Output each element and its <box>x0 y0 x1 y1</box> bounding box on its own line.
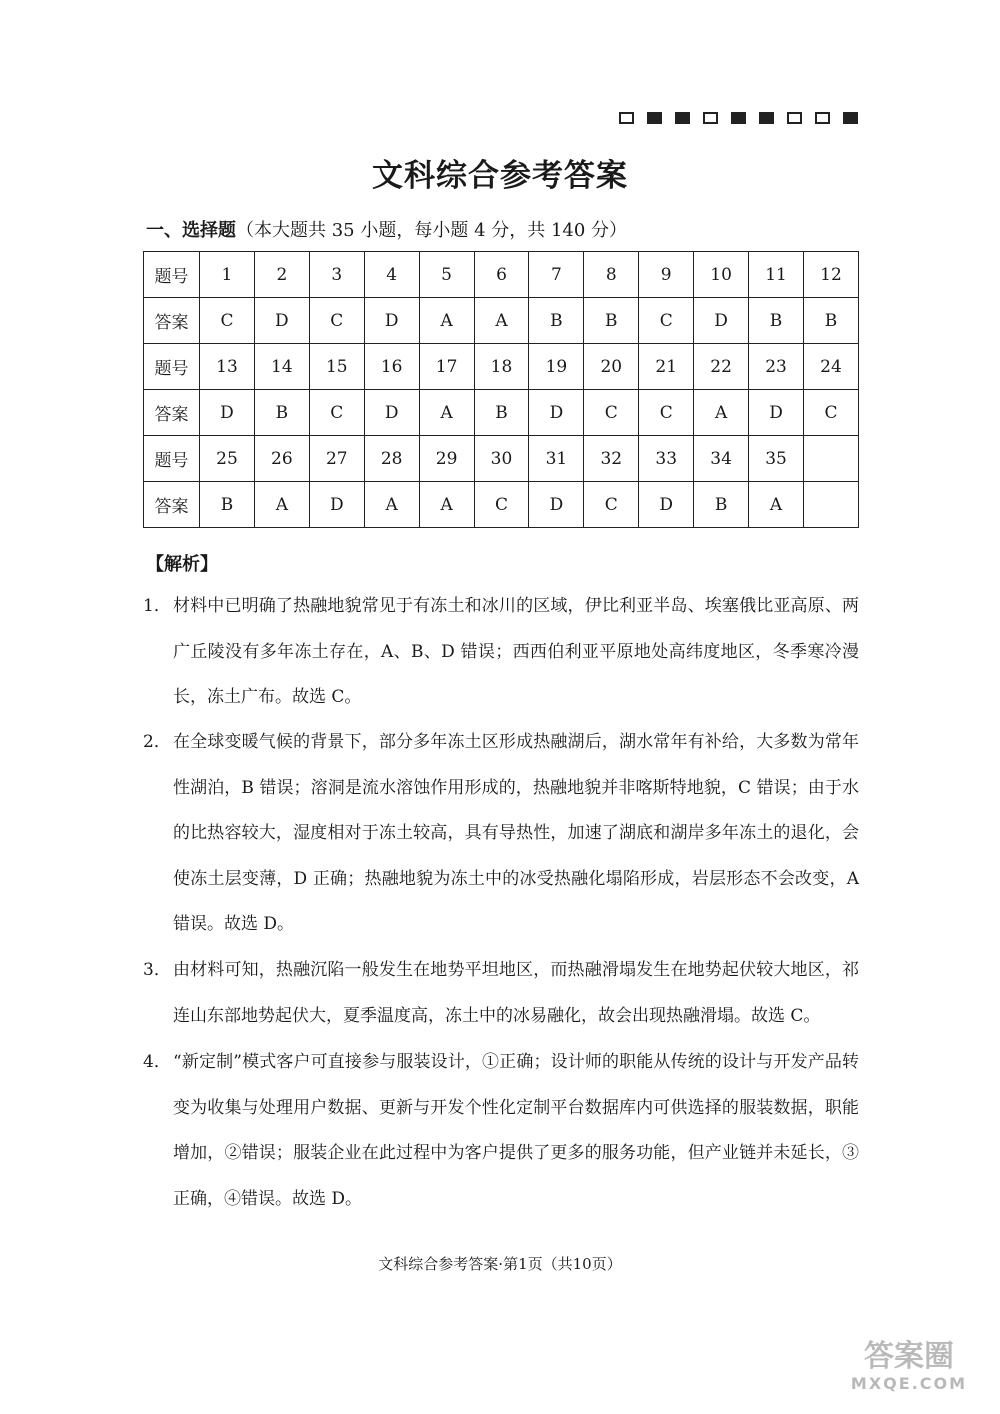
question-number-cell: 2 <box>254 252 309 298</box>
answer-cell: D <box>309 482 364 528</box>
empty-square-mark <box>815 112 830 124</box>
answer-cell: D <box>694 298 749 344</box>
filled-square-mark <box>843 112 858 124</box>
question-number-cell: 21 <box>639 344 694 390</box>
question-number-cell: 27 <box>309 436 364 482</box>
question-number-cell: 4 <box>364 252 419 298</box>
answer-cell: C <box>309 390 364 436</box>
analysis-heading: 【解析】 <box>146 554 218 575</box>
question-number-row <box>144 252 859 298</box>
question-number-cell: 16 <box>364 344 419 390</box>
question-number-row <box>144 436 859 482</box>
filled-square-mark <box>675 112 690 124</box>
filled-square-mark <box>647 112 662 124</box>
question-number-cell: 31 <box>529 436 584 482</box>
question-number-row <box>144 344 859 390</box>
answer-cell: A <box>749 482 804 528</box>
explanation-text: 在全球变暖气候的背景下，部分多年冻土区形成热融湖后，湖水常年有补给，大多数为常年性湖泊，B 错误；溶洞是流水溶蚀作用形成的，热融地貌并非喀斯特地貌，C 错误；由于水的比热容较大，湿度相对于冻土较高，具有导热性，加速了湖底和湖岸多年冻土的退化，会使冻土层变薄，D 正确；热融地貌为冻土中的冰受热融化塌陷形成，岩层形态不会改变，A 错误。故选 D。 <box>173 732 859 934</box>
explanation-number: 3． <box>143 960 171 980</box>
answer-cell: B <box>474 390 529 436</box>
question-number-cell: 23 <box>749 344 804 390</box>
row-label: 题号 <box>144 436 200 482</box>
question-number-cell: 18 <box>474 344 529 390</box>
question-number-cell: 9 <box>639 252 694 298</box>
question-number-cell: 26 <box>254 436 309 482</box>
answer-cell: C <box>584 390 639 436</box>
question-number-cell: 6 <box>474 252 529 298</box>
question-number-cell: 25 <box>200 436 255 482</box>
answer-cell: B <box>694 482 749 528</box>
question-number-cell: 15 <box>309 344 364 390</box>
row-label: 题号 <box>144 344 200 390</box>
question-number-cell: 22 <box>694 344 749 390</box>
question-number-cell: 32 <box>584 436 639 482</box>
answer-cell: B <box>529 298 584 344</box>
section-heading <box>146 216 627 242</box>
row-label: 答案 <box>144 390 200 436</box>
logo-text: 答案圈 <box>864 1339 954 1374</box>
section-heading-label: 一、选择题 <box>146 220 236 241</box>
question-number-cell: 28 <box>364 436 419 482</box>
code-boxes <box>619 112 858 124</box>
answer-cell: B <box>584 298 639 344</box>
question-number-cell: 13 <box>200 344 255 390</box>
answer-cell: D <box>529 482 584 528</box>
question-number-cell: 19 <box>529 344 584 390</box>
empty-square-mark <box>619 112 634 124</box>
answer-cell: A <box>254 482 309 528</box>
answer-cell: D <box>639 482 694 528</box>
answer-cell: B <box>749 298 804 344</box>
question-number-cell: 14 <box>254 344 309 390</box>
answer-cell: A <box>419 298 474 344</box>
filled-square-mark <box>759 112 774 124</box>
answer-cell: A <box>694 390 749 436</box>
answer-table <box>143 251 859 528</box>
row-label: 答案 <box>144 482 200 528</box>
answer-cell: A <box>474 298 529 344</box>
explanation-text: 材料中已明确了热融地貌常见于有冻土和冰川的区域，伊比利亚半岛、埃塞俄比亚高原、两广丘陵没有多年冻土存在，A、B、D 错误；西西伯利亚平原地处高纬度地区，冬季寒冷漫长，冻土广布。故选 C。 <box>173 596 859 707</box>
explanation-item <box>143 948 859 1039</box>
answer-cell <box>803 482 858 528</box>
question-number-cell: 11 <box>749 252 804 298</box>
answer-cell: C <box>803 390 858 436</box>
answer-row <box>144 390 859 436</box>
answer-cell: D <box>364 390 419 436</box>
explanation-number: 2． <box>143 732 171 752</box>
explanation-item <box>143 584 859 721</box>
answer-cell: D <box>254 298 309 344</box>
site-logo <box>844 1340 974 1400</box>
question-number-cell: 35 <box>749 436 804 482</box>
question-number-cell: 10 <box>694 252 749 298</box>
answer-cell: C <box>584 482 639 528</box>
answer-cell: D <box>529 390 584 436</box>
explanation-text: 由材料可知，热融沉陷一般发生在地势平坦地区，而热融滑塌发生在地势起伏较大地区，祁连山东部地势起伏大，夏季温度高，冻土中的冰易融化，故会出现热融滑塌。故选 C。 <box>173 960 859 1026</box>
answer-cell: A <box>419 482 474 528</box>
question-number-cell: 7 <box>529 252 584 298</box>
answer-cell: A <box>364 482 419 528</box>
answer-cell: A <box>419 390 474 436</box>
answer-cell: D <box>200 390 255 436</box>
question-number-cell: 1 <box>200 252 255 298</box>
page-footer: 文科综合参考答案·第1页（共10页） <box>378 1255 622 1273</box>
explanation-number: 1． <box>143 596 171 616</box>
empty-square-mark <box>787 112 802 124</box>
answer-row <box>144 298 859 344</box>
answer-cell: B <box>803 298 858 344</box>
question-number-cell: 24 <box>803 344 858 390</box>
explanation-text: “新定制”模式客户可直接参与服装设计，①正确；设计师的职能从传统的设计与开发产品转变为收集与处理用户数据、更新与开发个性化定制平台数据库内可供选择的服装数据，职能增加，②错误；服装企业在此过程中为客户提供了更多的服务功能，但产业链并未延长，③正确，④错误。故选 D。 <box>173 1052 859 1209</box>
question-number-cell: 3 <box>309 252 364 298</box>
answer-cell: B <box>200 482 255 528</box>
question-number-cell: 12 <box>803 252 858 298</box>
explanation-item <box>143 1040 859 1222</box>
row-label: 答案 <box>144 298 200 344</box>
answer-cell: C <box>474 482 529 528</box>
answer-row <box>144 482 859 528</box>
answer-cell: C <box>309 298 364 344</box>
answer-cell: C <box>200 298 255 344</box>
answer-cell: B <box>254 390 309 436</box>
question-number-cell: 33 <box>639 436 694 482</box>
row-label: 题号 <box>144 252 200 298</box>
question-number-cell <box>803 436 858 482</box>
answer-cell: C <box>639 298 694 344</box>
question-number-cell: 17 <box>419 344 474 390</box>
filled-square-mark <box>731 112 746 124</box>
page-title: 文科综合参考答案 <box>372 158 628 194</box>
question-number-cell: 29 <box>419 436 474 482</box>
logo-domain: MXQE.COM <box>850 1374 968 1393</box>
answer-cell: D <box>749 390 804 436</box>
question-number-cell: 5 <box>419 252 474 298</box>
question-number-cell: 30 <box>474 436 529 482</box>
explanation-item <box>143 720 859 948</box>
answer-cell: D <box>364 298 419 344</box>
question-number-cell: 34 <box>694 436 749 482</box>
answer-cell: C <box>639 390 694 436</box>
question-number-cell: 20 <box>584 344 639 390</box>
explanation-number: 4． <box>143 1052 171 1072</box>
empty-square-mark <box>703 112 718 124</box>
question-number-cell: 8 <box>584 252 639 298</box>
section-heading-note: （本大题共 35 小题，每小题 4 分，共 140 分） <box>236 220 628 241</box>
